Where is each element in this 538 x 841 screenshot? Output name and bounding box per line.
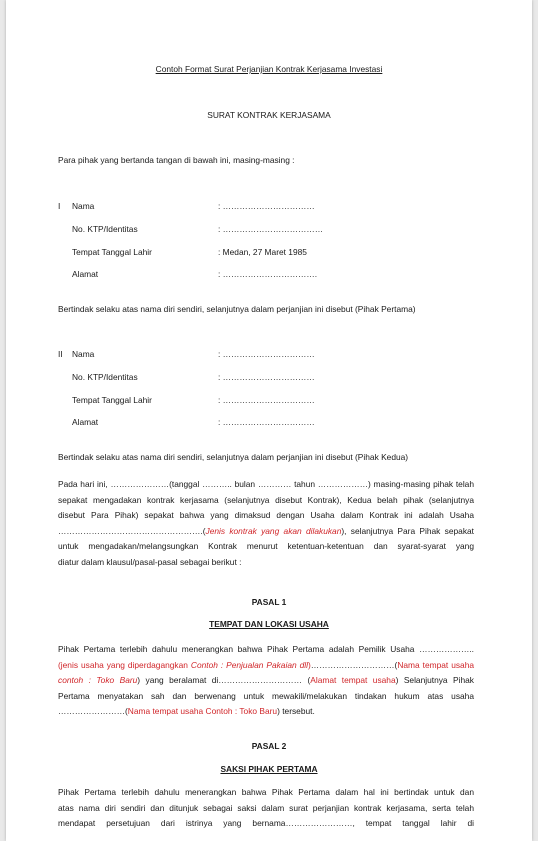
business-name-example: contoh : Toko Baru: [58, 675, 138, 686]
pasal2-line-1: Pihak Pertama terlebih dahulu menerangkan bahwa Pihak Pertama dalam hal ini bertindak untuk dan: [58, 787, 474, 797]
pasal1-line-5: [58, 704, 474, 720]
pasal2-number: PASAL 2: [251, 741, 287, 751]
party2-address-value: : ……………………………: [218, 417, 315, 427]
party2-statement: Bertindak selaku atas nama diri sendiri, selanjutnya dalam perjanjian ini disebut (Pihak Kedua): [58, 452, 409, 462]
party2-name-label: Nama: [72, 349, 95, 359]
opening-line-3: disebut Para Pihak) sepakat bahwa yang dimaksud dengan Usaha dalam Kontrak ini adalah Usaha: [58, 510, 474, 521]
business-address-placeholder: Alamat tempat usaha: [310, 675, 396, 686]
business-type-example: Contoh : Penjualan Pakaian dll: [190, 659, 308, 670]
party1-statement: Bertindak selaku atas nama diri sendiri, selanjutnya dalam perjanjian ini disebut (Pihak Pertama): [58, 304, 416, 314]
party1-roman: I: [58, 201, 61, 211]
party1-name-label: Nama: [72, 201, 95, 211]
business-name-placeholder-2: Nama tempat usaha Contoh : Toko Baru: [127, 706, 278, 717]
pasal1-line-5-dots: ……………………(: [58, 706, 128, 717]
pasal1-line-2-dots: …………………………(: [310, 659, 398, 670]
business-type-close: ): [307, 659, 311, 670]
party2-ttl-label: Tempat Tanggal Lahir: [72, 395, 152, 405]
pasal2-heading: SAKSI PIHAK PERTAMA: [220, 764, 318, 774]
party1-address-label: Alamat: [72, 269, 99, 279]
party2-address-label: Alamat: [72, 417, 99, 427]
pasal1-line-4: Pertama menyatakan sah dan berwenang untuk mewakili/melakukan tindakan hukum atas usaha: [58, 690, 474, 701]
party1-ttl-value: : Medan, 27 Maret 1985: [218, 247, 307, 257]
pasal1-line-3: [58, 673, 474, 689]
party2-ttl-value: : ……………………………: [218, 395, 315, 405]
opening-line-2: sepakat mengadakan kontrak kerjasama (selanjutnya disebut Kontrak), Kedua belah pihak (selanjutnya: [58, 494, 474, 505]
intro-line: Para pihak yang bertanda tangan di bawah ini, masing-masing :: [58, 155, 295, 165]
letter-subtitle: SURAT KONTRAK KERJASAMA: [207, 110, 331, 120]
business-type-placeholder: (jenis usaha yang diperdagangkan: [58, 659, 191, 670]
opening-line-6: diatur dalam klausul/pasal-pasal sebagai berikut :: [58, 556, 242, 567]
pasal1-line-3-mid: ) yang beralamat di………………………… (: [137, 675, 311, 686]
party1-ktp-label: No. KTP/Identitas: [72, 224, 138, 234]
opening-line-5: untuk mengadakan/melangsungkan Kontrak menurut ketentuan-ketentuan dan syarat-syarat yang: [58, 541, 474, 552]
party1-name-value: : ……………………………: [218, 201, 315, 211]
party1-address-value: : …………………………….: [218, 269, 318, 279]
contract-type-placeholder: Jenis kontrak yang akan dilakukan: [205, 525, 342, 536]
document-title: Contoh Format Surat Perjanjian Kontrak Kerjasama Investasi: [155, 64, 383, 74]
party2-ktp-label: No. KTP/Identitas: [72, 372, 138, 382]
party1-ttl-label: Tempat Tanggal Lahir: [72, 247, 152, 257]
party2-name-value: : ……………………………: [218, 349, 315, 359]
opening-line-4-rest: ), selanjutnya Para Pihak sepakat: [341, 525, 474, 536]
pasal2-line-2: atas nama diri sendiri dan ditunjuk sebagai saksi dalam surat perjanjian kontrak kerjasama, serta telah: [58, 802, 474, 813]
pasal1-line-1: Pihak Pertama terlebih dahulu menerangkan bahwa Pihak Pertama adalah Pemilik Usaha ………………..: [58, 644, 474, 654]
pasal1-line-3-rest: ) Selanjutnya Pihak: [395, 675, 474, 686]
party2-roman: II: [58, 349, 63, 359]
party1-ktp-value: : ………………………………: [218, 224, 324, 234]
opening-line-1: Pada hari ini, …………………(tanggal ……….. bulan ………… tahun ………………) masing-masing pihak telah: [58, 479, 474, 489]
party2-ktp-value: : ……………………………: [218, 372, 315, 382]
pasal1-line-5-rest: ) tersebut.: [277, 706, 315, 717]
pasal1-heading: TEMPAT DAN LOKASI USAHA: [209, 619, 329, 629]
document-page: [6, 0, 532, 841]
opening-line-4: [58, 524, 474, 540]
business-name-placeholder: Nama tempat usaha: [397, 659, 475, 670]
opening-paragraph: [58, 477, 474, 571]
pasal1-paragraph: [58, 642, 474, 720]
pasal2-paragraph: [58, 785, 474, 832]
pasal1-number: PASAL 1: [251, 597, 287, 607]
opening-line-4-dots: …………………………………………….(: [58, 525, 206, 536]
pasal2-line-3: mendapat persetujuan dari istrinya yang bernama……………………, tempat tanggal lahir di: [58, 818, 474, 829]
pasal1-line-2: [58, 658, 474, 674]
